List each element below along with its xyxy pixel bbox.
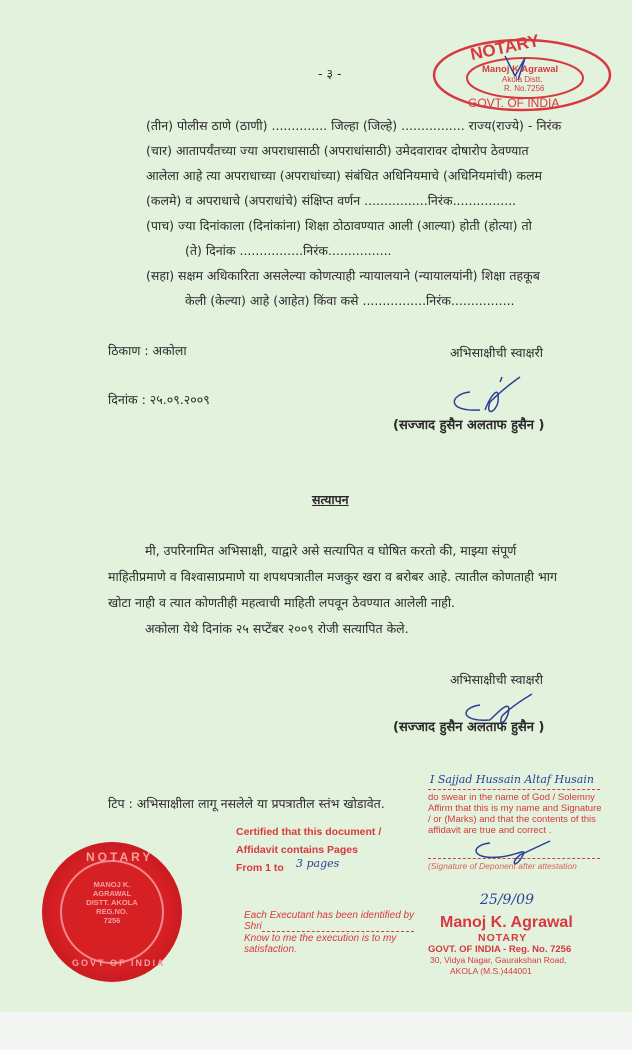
- oath-line: / or (Marks) and that the contents of this: [428, 814, 596, 825]
- signatory-name-2: (सज्जाद हुसैन अलताफ हुसैन ): [393, 720, 545, 735]
- seal-bottom-text: GOVT OF INDIA: [72, 958, 166, 968]
- seal-top-text: NOTARY: [86, 850, 154, 864]
- seal-line: MANOJ K.: [93, 880, 131, 889]
- oath-stamp-text: [428, 792, 602, 836]
- signature-label: अभिसाक्षीची स्वाक्षरी: [450, 345, 543, 360]
- oath-handwritten: I Sajjad Hussain Altaf Husain: [430, 773, 594, 786]
- verification-line: अकोला येथे दिनांक २५ सप्टेंबर २००९ रोजी सत्यापित केले.: [145, 621, 409, 636]
- pages-handwritten: 3 pages: [296, 857, 340, 870]
- verification-line: खोटा नाही व त्यात कोणतीही महत्वाची माहिती लपवून ठेवण्यात आलेली नाही.: [108, 595, 456, 610]
- seal-line: DISTT. AKOLA: [86, 898, 138, 907]
- oath-line: do swear in the name of God / Solemny: [428, 792, 595, 803]
- item-line: (सहा) सक्षम अधिकारिता असलेल्या कोणत्याही न्यायालयाने (न्यायालयांनी) शिक्षा तहकूब: [146, 268, 540, 283]
- certified-line: Affidavit contains Pages: [236, 844, 358, 856]
- signatory-name: (सज्जाद हुसैन अलताफ हुसैन ): [393, 418, 545, 433]
- verification-line: मी, उपरिनामित अभिसाक्षी, याद्वारे असे सत्यापित व घोषित करतो की, माझ्या संपूर्ण: [145, 543, 517, 558]
- item-line: (चार) आतापर्यंतच्या ज्या अपराधासाठी (अपराधांसाठी) उमेदवारावर दोषारोप ठेवण्यात: [146, 143, 529, 158]
- seal-line: REG.NO.: [96, 907, 128, 916]
- stamp-name: Manoj K Agrawal: [482, 64, 559, 75]
- verification-heading: सत्यापन: [312, 492, 349, 507]
- certified-line: Certified that this document /: [236, 826, 382, 838]
- page-number: - ३ -: [318, 66, 342, 81]
- oath-line: affidavit are true and correct .: [428, 825, 552, 836]
- identified-line: satisfaction.: [244, 944, 297, 955]
- notary-title: NOTARY: [478, 932, 528, 944]
- item-line: (पाच) ज्या दिनांकाला (दिनांकांना) शिक्षा ठोठावण्यात आली (आल्या) होती (होत्या) तो: [146, 218, 532, 233]
- seal-center-text: [82, 880, 142, 925]
- item-line: (कलमे) व अपराधाचे (अपराधांचे) संक्षिप्त वर्णन ................निरंक................: [146, 193, 517, 208]
- signature-icon: [440, 372, 530, 422]
- note: टिप : अभिसाक्षीला लागू नसलेले या प्रपत्रातील स्तंभ खोडावेत.: [108, 796, 385, 811]
- certified-line: From 1 to: [236, 862, 284, 874]
- notary-city: AKOLA (M.S.)444001: [450, 966, 532, 976]
- top-notary-stamp: [430, 30, 615, 114]
- identified-line: Shri: [244, 921, 262, 932]
- stamp-reg: R. No.7256: [504, 84, 545, 93]
- identified-line: Know to me the execution is to my: [244, 933, 397, 944]
- date: दिनांक : २५.०९.२००९: [108, 392, 210, 407]
- seal-line: 7256: [103, 916, 121, 925]
- oath-line: Affirm that this is my name and Signature: [428, 803, 602, 814]
- place: ठिकाण : अकोला: [108, 343, 187, 358]
- stamp-bottom-text: GOVT. OF INDIA: [468, 96, 560, 110]
- item-line: आलेला आहे त्या अपराधाच्या (अपराधांच्या) संबंधित अधिनियमाचे (अधिनियमांची) कलम: [146, 168, 543, 183]
- stamp-distt: Akola Distt.: [502, 75, 543, 84]
- notary-date-handwritten: 25/9/09: [480, 892, 534, 908]
- item-line: (ते) दिनांक ................निरंक................: [185, 243, 392, 258]
- notary-reg: GOVT. OF INDIA - Reg. No. 7256: [428, 944, 572, 955]
- oath-signature-caption: (Signature of Deponent after attestation: [428, 861, 577, 871]
- signature-label-2: अभिसाक्षीची स्वाक्षरी: [450, 672, 543, 687]
- notary-name: Manoj K. Agrawal: [440, 914, 573, 931]
- item-line: (तीन) पोलीस ठाणे (ठाणी) .............. जिल्हा (जिल्हे) ................ राज्य(राज्ये) - निरंक: [146, 118, 562, 133]
- item-line: केली (केल्या) आहे (आहेत) किंवा कसे ................निरंक................: [185, 293, 515, 308]
- stamp-top-text: NOTARY: [468, 30, 541, 65]
- notary-address: 30, Vidya Nagar, Gaurakshan Road,: [430, 955, 567, 965]
- red-notary-seal: [42, 842, 182, 982]
- verification-line: माहितीप्रमाणे व विश्वासाप्रमाणे या शपथपत्रातील मजकुर खरा व बरोबर आहे. त्यातील कोणताही भाग: [108, 569, 558, 584]
- identified-line: Each Executant has been identified by: [244, 910, 415, 921]
- seal-line: AGRAWAL: [92, 889, 132, 898]
